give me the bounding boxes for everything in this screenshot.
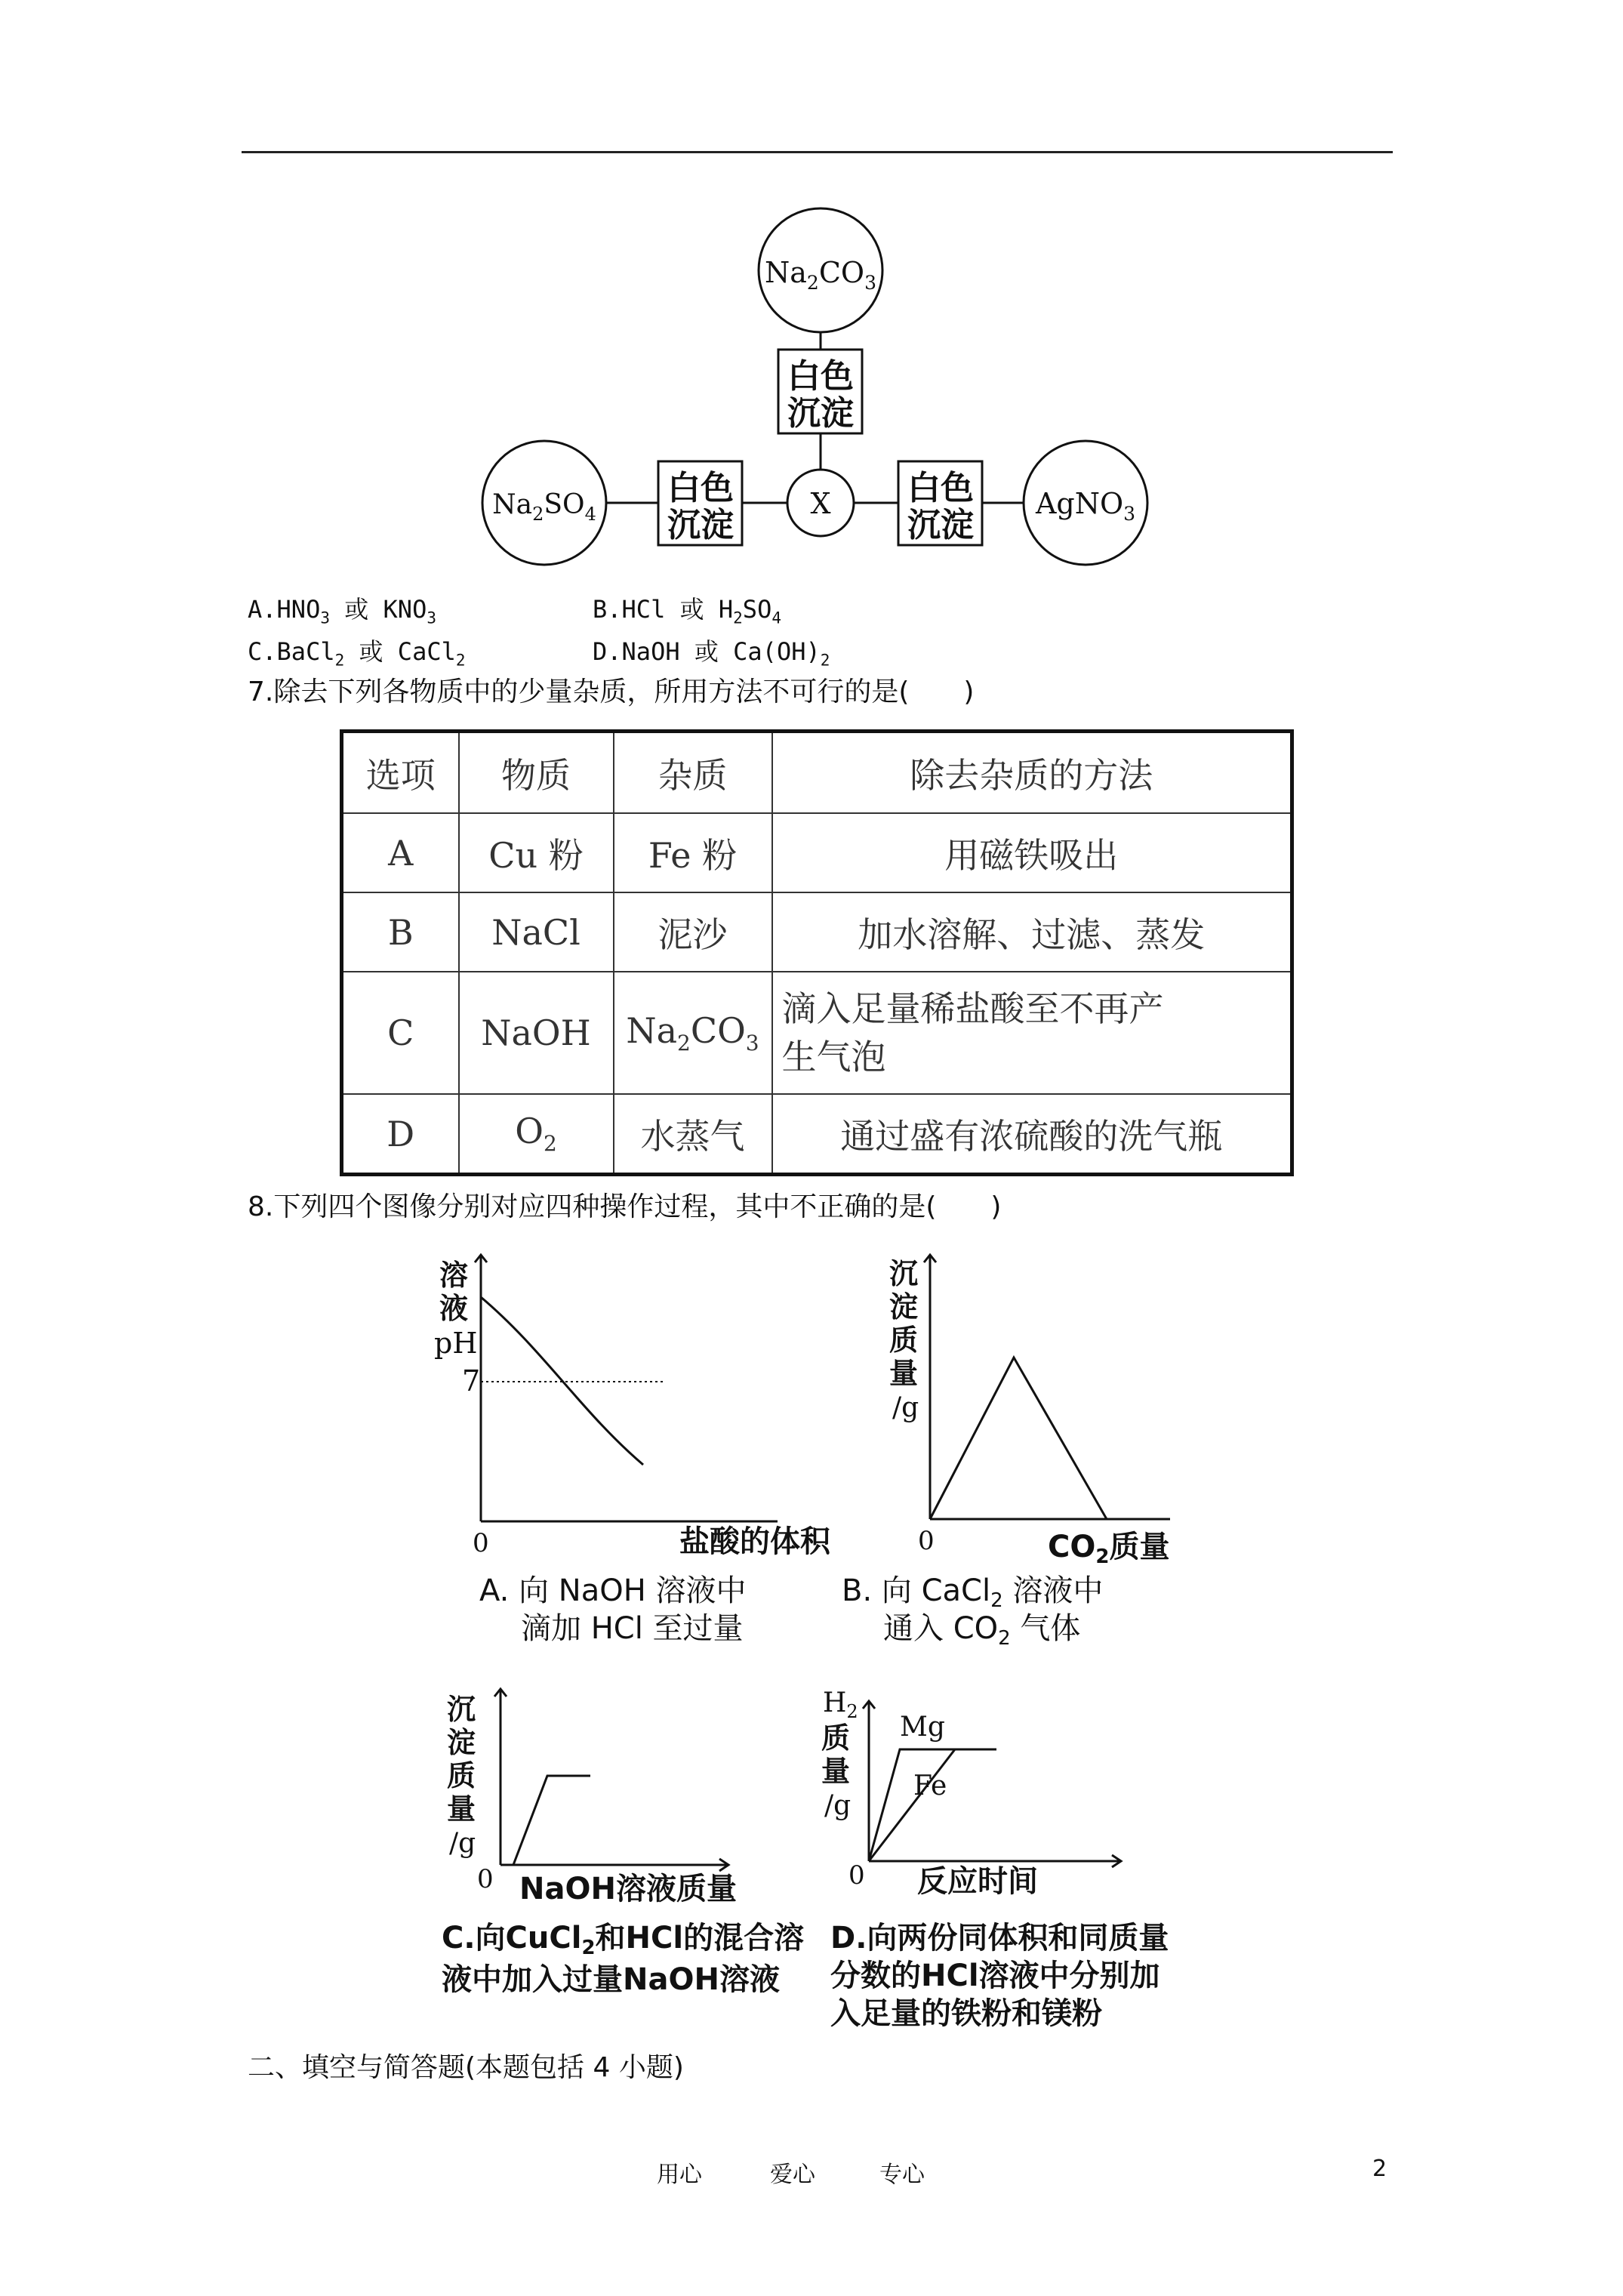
svg-text:通入 CO2 气体: 通入 $CO_2$ 气体	[883, 1611, 1081, 1650]
svg-text:滴加 HCl 至过量: 滴加 HCl 至过量	[521, 1611, 744, 1646]
svg-text:Mg: Mg	[900, 1712, 945, 1743]
svg-text:0: 0	[477, 1864, 494, 1894]
svg-text:液中加入过量NaOH溶液: 液中加入过量NaOH溶液	[442, 1962, 780, 1997]
svg-text:0: 0	[918, 1526, 935, 1556]
svg-text:淀: 淀	[447, 1726, 476, 1759]
precip-left-l2: 沉淀	[667, 506, 734, 544]
svg-text:0: 0	[473, 1528, 489, 1558]
svg-text:H2: $H_2$	[823, 1687, 858, 1722]
precip-right-l1: 白色	[907, 469, 974, 507]
header-substance: 物质	[459, 732, 614, 814]
svg-text:沉: 沉	[889, 1257, 919, 1290]
precip-top-l1: 白色	[787, 357, 854, 396]
header-rule	[242, 151, 1393, 153]
header-option: 选项	[342, 732, 459, 814]
table-row[interactable]: B NaCl 泥沙 加水溶解、过滤、蒸发	[342, 892, 1292, 972]
svg-text:淀: 淀	[889, 1290, 919, 1324]
precip-left-l1: 白色	[667, 469, 734, 507]
svg-text:沉: 沉	[447, 1693, 476, 1726]
table-row[interactable]: D $O_2$ 水蒸气 通过盛有浓硫酸的洗气瓶	[342, 1094, 1292, 1175]
svg-text:液: 液	[439, 1292, 469, 1325]
header-method: 除去杂质的方法	[772, 732, 1292, 814]
agno3-label: AgNO$_3$	[1035, 487, 1136, 525]
graph-d[interactable]	[815, 1680, 1223, 2031]
table-row[interactable]: A Cu 粉 Fe 粉 用磁铁吸出	[342, 813, 1292, 892]
svg-text:NaOH溶液质量: NaOH溶液质量	[519, 1872, 737, 1906]
table-row[interactable]: C NaOH $Na_2CO_3$ 滴入足量稀盐酸至不再产 生气泡	[342, 972, 1292, 1094]
table-header-row	[342, 732, 1292, 814]
svg-text:质: 质	[889, 1324, 919, 1357]
graph-a[interactable]	[430, 1246, 830, 1661]
q8-question: 8.下列四个图像分别对应四种操作过程，其中不正确的是( )	[248, 1191, 1002, 1222]
q6-option-c[interactable]: C.BaCl$_2$ 或 CaCl$_2$	[248, 637, 466, 670]
q6-option-d[interactable]: D.NaOH 或 $Ca(OH)_2$	[593, 637, 830, 670]
x-label: X	[810, 487, 831, 520]
precip-right-l2: 沉淀	[907, 506, 974, 544]
precip-top-l2: 沉淀	[787, 394, 854, 433]
svg-text:量: 量	[447, 1792, 476, 1826]
q7-question: 7.除去下列各物质中的少量杂质，所用方法不可行的是( )	[248, 676, 975, 707]
svg-text:量: 量	[821, 1755, 851, 1788]
svg-text:反应时间: 反应时间	[917, 1864, 1038, 1899]
svg-text:入足量的铁粉和镁粉: 入足量的铁粉和镁粉	[830, 1996, 1102, 2031]
na2so4-label: $Na_2SO_4$	[492, 489, 596, 525]
na2co3-label: $Na_2CO_3$	[765, 256, 876, 294]
footer-zhuanxin: 专心	[879, 2162, 925, 2188]
footer-yongxin: 用心	[657, 2162, 702, 2188]
svg-text:盐酸的体积: 盐酸的体积	[679, 1524, 830, 1559]
svg-text:分数的HCl溶液中分别加: 分数的HCl溶液中分别加	[830, 1959, 1160, 1993]
svg-text:0: 0	[848, 1860, 865, 1891]
section-2-heading: 二、填空与简答题(本题包括 4 小题)	[248, 2052, 684, 2083]
svg-text:D.向两份同体积和同质量: D.向两份同体积和同质量	[830, 1921, 1169, 1955]
graph-b[interactable]	[830, 1246, 1208, 1661]
svg-text:质: 质	[447, 1759, 476, 1792]
svg-text:溶: 溶	[439, 1259, 469, 1292]
svg-text:质: 质	[821, 1721, 851, 1755]
svg-text:B. 向 CaCl2 溶液中: B. 向 CaCl$_2$ 溶液中	[842, 1573, 1104, 1612]
graph-c[interactable]	[430, 1680, 805, 2012]
header-impurity: 杂质	[614, 732, 772, 814]
svg-text:/g: /g	[892, 1392, 919, 1423]
q7-table	[340, 729, 1294, 1176]
footer-aixin: 爱心	[770, 2162, 815, 2188]
svg-text:7: 7	[462, 1364, 481, 1398]
svg-text:量: 量	[889, 1357, 919, 1390]
q6-option-a[interactable]: $A.HNO_3$ 或 $KNO_3$	[248, 595, 436, 627]
svg-text:pH: pH	[434, 1327, 478, 1360]
svg-text:Fe: Fe	[913, 1771, 947, 1801]
page-number: 2	[1372, 2156, 1387, 2182]
svg-text:/g: /g	[449, 1828, 476, 1859]
svg-text:CO2质量: $CO_2$质量	[1048, 1530, 1170, 1568]
svg-text:/g: /g	[824, 1790, 852, 1821]
q6-option-b[interactable]: B.HCl 或 $H_2SO_4$	[593, 595, 781, 627]
q6-reaction-diagram	[468, 204, 1163, 574]
svg-text:A. 向 NaOH 溶液中: A. 向 NaOH 溶液中	[479, 1573, 747, 1608]
svg-text:C.向CuCl2和HCl的混合溶: C.向CuCl$_2$和HCl的混合溶	[442, 1921, 805, 1959]
